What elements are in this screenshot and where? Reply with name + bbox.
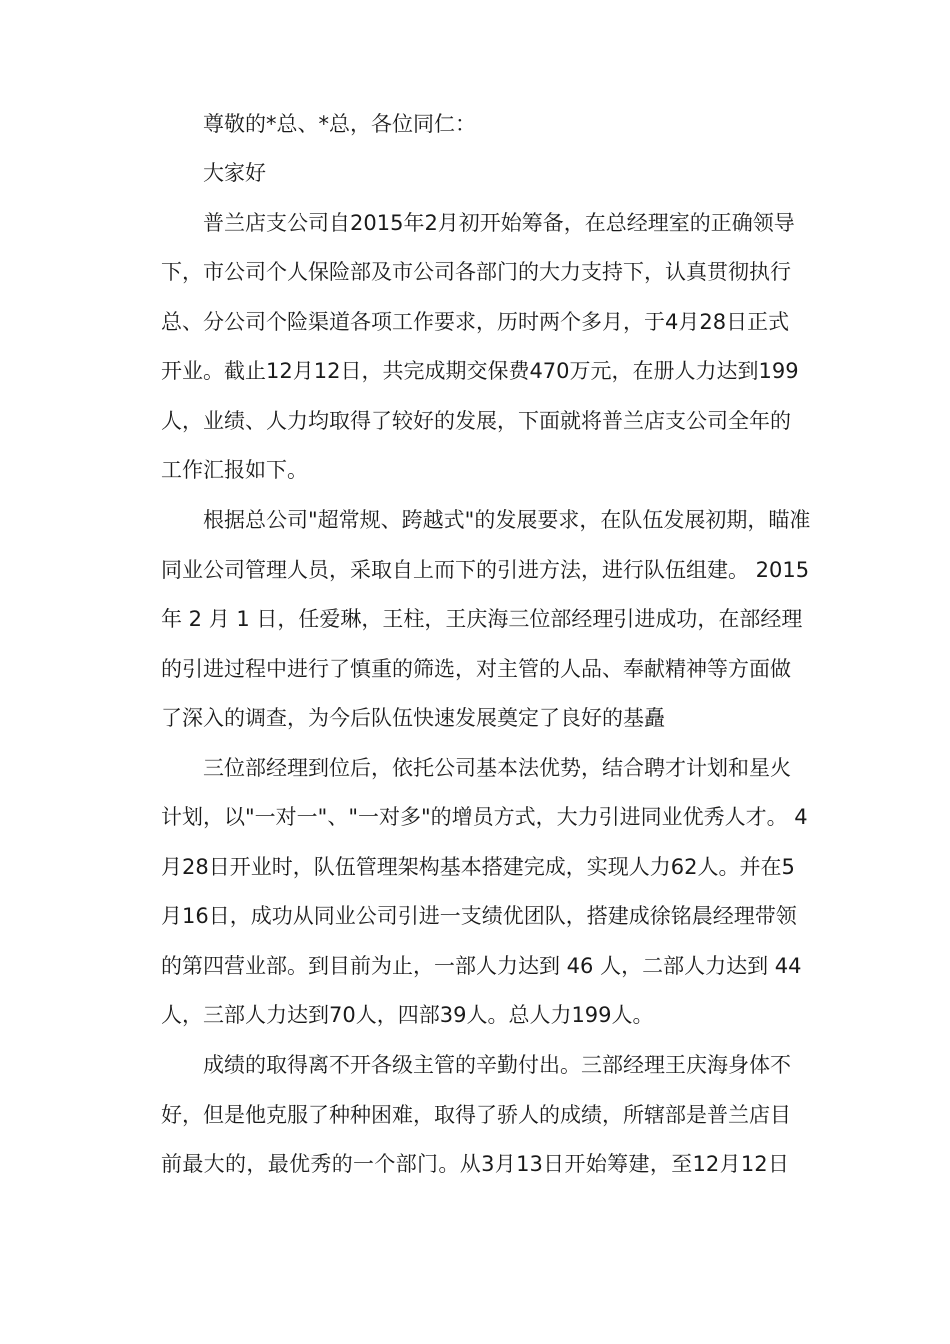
- paragraph-line: 了深入的调查，为今后队伍快速发展奠定了良好的基矗: [161, 706, 665, 730]
- paragraph-line: 工作汇报如下。: [161, 458, 308, 482]
- paragraph-line: 开业。截止12月12日，共完成期交保费470万元，在册人力达到199: [161, 359, 799, 383]
- paragraph-line: 总、分公司个险渠道各项工作要求，历时两个多月，于4月28日正式: [161, 310, 790, 334]
- paragraph-line: 月28日开业时，队伍管理架构基本搭建完成，实现人力62人。并在5: [161, 855, 795, 879]
- paragraph-line: 人，三部人力达到70人，四部39人。总人力199人。: [161, 1003, 654, 1027]
- paragraph-line: 的第四营业部。到目前为止，一部人力达到 46 人，二部人力达到 44: [161, 954, 802, 978]
- paragraph-line: 普兰店支公司自2015年2月初开始筹备，在总经理室的正确领导: [203, 211, 795, 235]
- greeting: 大家好: [203, 161, 266, 185]
- paragraph-line: 月16日，成功从同业公司引进一支绩优团队，搭建成徐铭晨经理带领: [161, 904, 797, 928]
- paragraph-line: 年 2 月 1 日，任爱琳，王柱，王庆海三位部经理引进成功，在部经理: [161, 607, 803, 631]
- paragraph-line: 三位部经理到位后，依托公司基本法优势，结合聘才计划和星火: [203, 756, 791, 780]
- paragraph-line: 的引进过程中进行了慎重的筛选，对主管的人品、奉献精神等方面做: [161, 657, 791, 681]
- paragraph-line: 根据总公司"超常规、跨越式"的发展要求，在队伍发展初期，瞄准: [203, 508, 811, 532]
- paragraph-line: 计划，以"一对一"、"一对多"的增员方式，大力引进同业优秀人才。 4: [161, 805, 808, 829]
- paragraph-line: 同业公司管理人员，采取自上而下的引进方法，进行队伍组建。 2015: [161, 558, 810, 582]
- paragraph-line: 好，但是他克服了种种困难，取得了骄人的成绩，所辖部是普兰店目: [161, 1103, 791, 1127]
- paragraph-line: 人，业绩、人力均取得了较好的发展，下面就将普兰店支公司全年的: [161, 409, 791, 433]
- paragraph-line: 前最大的，最优秀的一个部门。从3月13日开始筹建，至12月12日: [161, 1152, 789, 1176]
- paragraph-line: 下，市公司个人保险部及市公司各部门的大力支持下，认真贯彻执行: [161, 260, 791, 284]
- salutation: 尊敬的*总、*总，各位同仁：: [203, 112, 476, 136]
- paragraph-line: 成绩的取得离不开各级主管的辛勤付出。三部经理王庆海身体不: [203, 1053, 791, 1077]
